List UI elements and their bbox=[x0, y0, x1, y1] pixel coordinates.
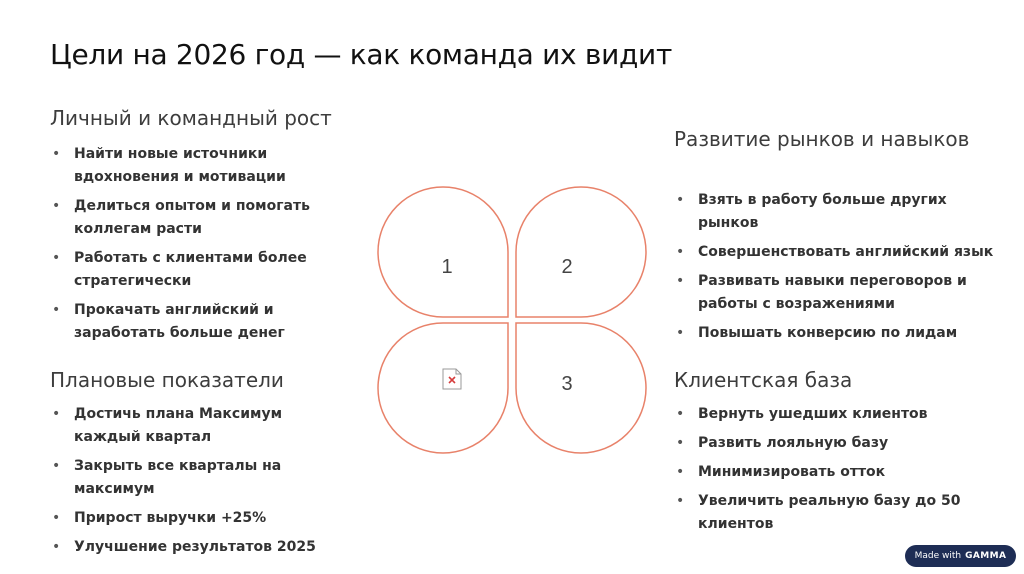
list-item: • Найти новые источники вдохновения и мотивации bbox=[50, 143, 350, 189]
list-item: • Минимизировать отток bbox=[674, 461, 984, 484]
list-item: • Прирост выручки +25% bbox=[50, 507, 350, 530]
made-with-gamma-badge[interactable] bbox=[905, 545, 1016, 567]
petal-label-1: 1 bbox=[441, 256, 453, 278]
list-item: • Прокачать английский и заработать больше денег bbox=[50, 299, 350, 345]
petal-top-left bbox=[378, 187, 508, 317]
list-item: • Повышать конверсию по лидам bbox=[674, 322, 994, 345]
petal-label-3: 3 bbox=[561, 373, 573, 395]
broken-image-icon bbox=[443, 369, 461, 389]
list-item: • Совершенствовать английский язык bbox=[674, 241, 994, 264]
gamma-logo: GAMMA bbox=[965, 551, 1007, 561]
section-heading: Плановые показатели bbox=[50, 368, 284, 392]
slide-title: Цели на 2026 год — как команда их видит bbox=[50, 38, 672, 71]
section-heading: Клиентская база bbox=[674, 368, 853, 392]
list-item: • Увеличить реальную базу до 50 клиентов bbox=[674, 490, 984, 536]
badge-prefix: Made with bbox=[914, 551, 962, 561]
list-item: • Взять в работу больше других рынков bbox=[674, 189, 994, 235]
list-item: • Вернуть ушедших клиентов bbox=[674, 403, 984, 426]
section-heading: Развитие рынков и навыков bbox=[674, 127, 970, 151]
petal-label-2: 2 bbox=[561, 256, 573, 278]
petal-top-right bbox=[516, 187, 646, 317]
list-item: • Работать с клиентами более стратегически bbox=[50, 247, 350, 293]
list-item: • Достичь плана Максимум каждый квартал bbox=[50, 403, 350, 449]
list-item: • Улучшение результатов 2025 bbox=[50, 536, 350, 559]
petal-bottom-right bbox=[516, 323, 646, 453]
list-item: • Развивать навыки переговоров и работы с возражениями bbox=[674, 270, 994, 316]
list-item: • Закрыть все кварталы на максимум bbox=[50, 455, 350, 501]
list-item: • Развить лояльную базу bbox=[674, 432, 984, 455]
section-heading: Личный и командный рост bbox=[50, 106, 332, 130]
list-item: • Делиться опытом и помогать коллегам расти bbox=[50, 195, 350, 241]
